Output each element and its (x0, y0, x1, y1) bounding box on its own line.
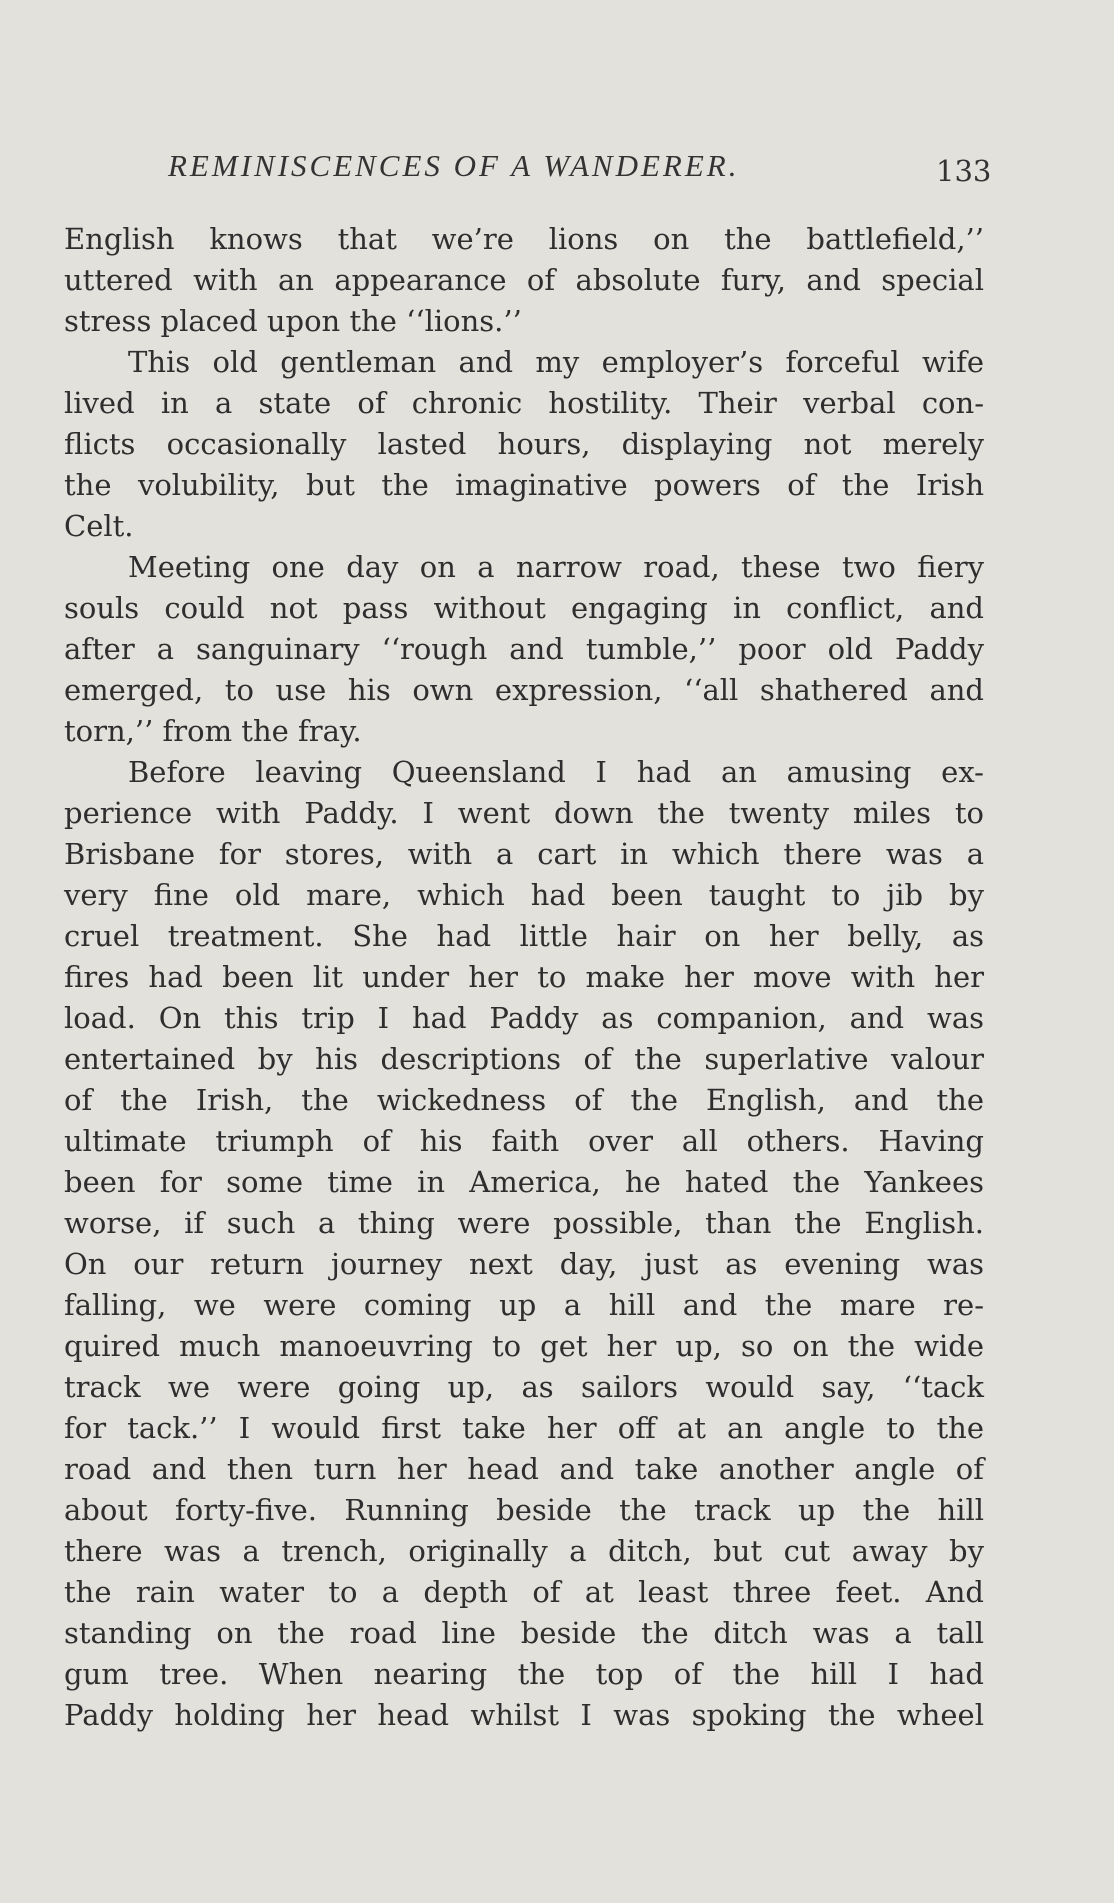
text-line: of the Irish, the wickedness of the English, and the (64, 1083, 984, 1117)
text-line: Before leaving Queensland I had an amusing ex- (128, 755, 984, 789)
text-line: stress placed upon the ‘‘lions.’’ (64, 304, 522, 338)
text-line: On our return journey next day, just as evening was (64, 1247, 984, 1281)
text-line: perience with Paddy. I went down the twenty miles to (64, 796, 984, 830)
page-number: 133 (936, 154, 992, 188)
text-line: Brisbane for stores, with a cart in which there was a (64, 837, 984, 871)
text-line: uttered with an appearance of absolute fury, and special (64, 263, 984, 297)
text-line: fires had been lit under her to make her move with her (64, 960, 984, 994)
text-line: worse, if such a thing were possible, than the English. (64, 1206, 984, 1240)
text-line: entertained by his descriptions of the superlative valour (64, 1042, 984, 1076)
text-line: souls could not pass without engaging in conflict, and (64, 591, 984, 625)
text-line: flicts occasionally lasted hours, displaying not merely (64, 427, 984, 461)
text-line: torn,’’ from the fray. (64, 714, 362, 748)
text-line: emerged, to use his own expression, ‘‘all shathered and (64, 673, 984, 707)
text-line: Paddy holding her head whilst I was spoking the wheel (64, 1698, 984, 1732)
text-line: for tack.’’ I would first take her off at an angle to the (64, 1411, 984, 1445)
text-line: very fine old mare, which had been taught to jib by (64, 878, 984, 912)
text-line: lived in a state of chronic hostility. Their verbal con- (64, 386, 984, 420)
text-line: about forty-five. Running beside the track up the hill (64, 1493, 984, 1527)
text-line: been for some time in America, he hated the Yankees (64, 1165, 984, 1199)
text-line: track we were going up, as sailors would say, ‘‘tack (64, 1370, 984, 1404)
text-line: ultimate triumph of his faith over all others. Having (64, 1124, 984, 1158)
text-line: standing on the road line beside the ditch was a tall (64, 1616, 984, 1650)
text-line: falling, we were coming up a hill and the mare re- (64, 1288, 984, 1322)
body-text (64, 219, 984, 1736)
text-line: Meeting one day on a narrow road, these two fiery (128, 550, 984, 584)
text-line: load. On this trip I had Paddy as companion, and was (64, 1001, 984, 1035)
text-line: This old gentleman and my employer’s forceful wife (128, 345, 984, 379)
text-line: cruel treatment. She had little hair on her belly, as (64, 919, 984, 953)
text-line: there was a trench, originally a ditch, but cut away by (64, 1534, 984, 1568)
text-line: quired much manoeuvring to get her up, so on the wide (64, 1329, 984, 1363)
text-line: English knows that we’re lions on the battlefield,’’ (64, 222, 984, 256)
text-line: Celt. (64, 509, 134, 543)
running-head: REMINISCENCES OF A WANDERER. (168, 148, 740, 183)
text-line: road and then turn her head and take another angle of (64, 1452, 984, 1486)
text-line: the volubility, but the imaginative powers of the Irish (64, 468, 984, 502)
text-line: gum tree. When nearing the top of the hill I had (64, 1657, 984, 1691)
text-line: after a sanguinary ‘‘rough and tumble,’’ poor old Paddy (64, 632, 984, 666)
text-line: the rain water to a depth of at least three feet. And (64, 1575, 984, 1609)
